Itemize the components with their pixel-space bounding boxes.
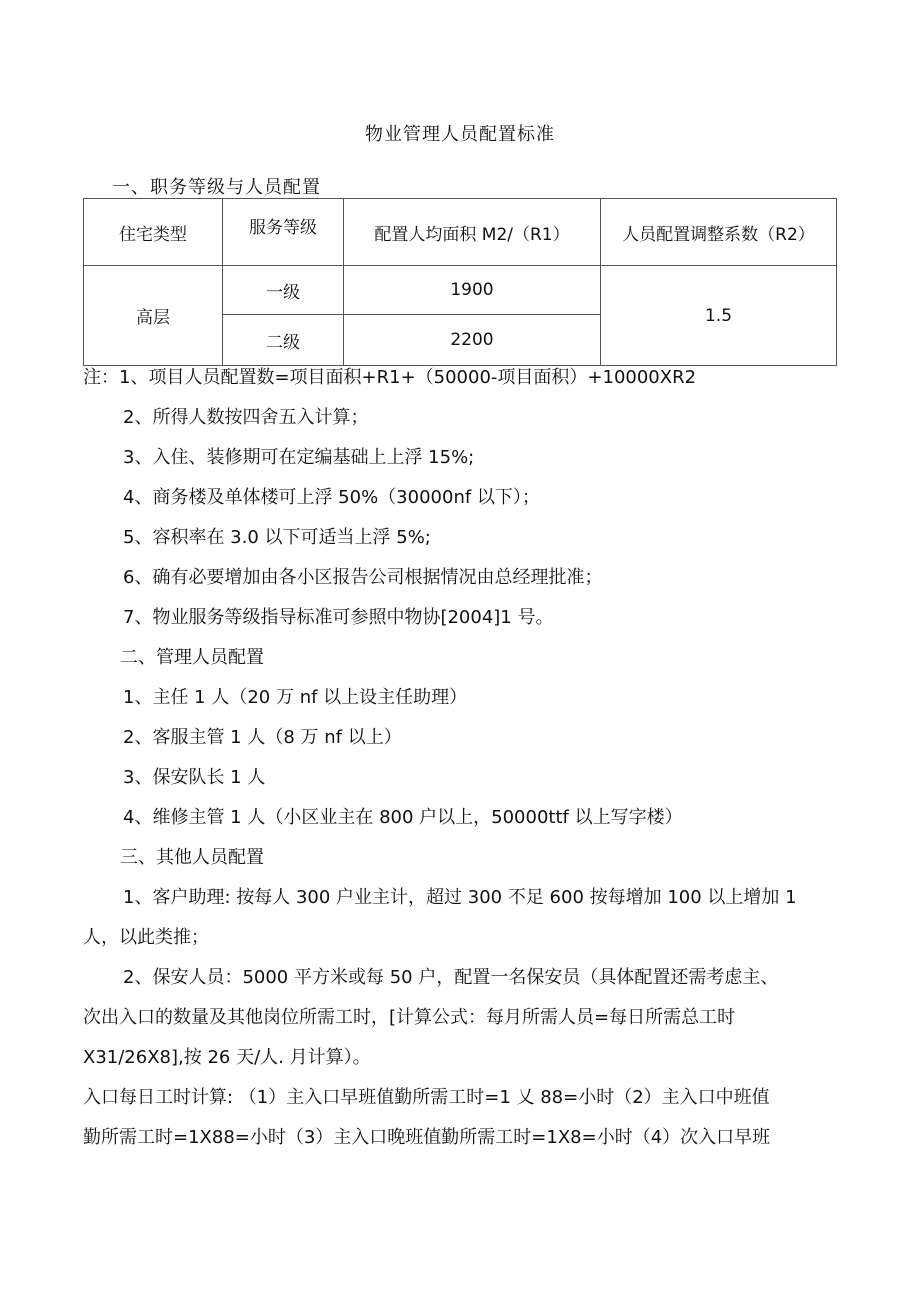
note-line: 7、物业服务等级指导标准可参照中物协[2004]1 号。 [123,607,554,628]
section-heading-1: 一、职务等级与人员配置 [112,177,321,198]
note-line: 2、所得人数按四舍五入计算； [123,407,369,428]
note-line: 3、入住、装修期可在定编基础上上浮 15%; [123,447,475,468]
note-line: 6、确有必要增加由各小区报告公司根据情况由总经理批准； [123,567,603,588]
staffing-table [83,198,837,366]
section-heading-2: 二、管理人员配置 [120,647,264,668]
paragraph-line: 2、保安人员：5000 平方米或每 50 户，配置一名保安员（具体配置还需考虑主、 [123,967,779,988]
service-level-cell: 二级 [223,315,344,366]
note-line: 4、商务楼及单体楼可上浮 50%（30000nf 以下）； [123,487,540,508]
table-header-cell: 人员配置调整系数（R2） [601,199,837,266]
table-row [84,266,837,315]
housing-type-cell: 高层 [84,266,223,366]
note-line: 注：1、项目人员配置数=项目面积+R1+（50000-项目面积）+10000XR2 [83,367,697,388]
paragraph-line: 次出入口的数量及其他岗位所需工时，[计算公式：每月所需人员=每日所需总工时 [83,1007,736,1028]
management-item: 3、保安队长 1 人 [123,767,266,788]
management-item: 1、主任 1 人（20 万 nf 以上设主任助理） [123,687,468,708]
paragraph-line: X31/26X8],按 26 天/人. 月计算）。 [83,1047,371,1068]
paragraph-line: 入口每日工时计算: （1）主入口早班值勤所需工时=1 乂 88=小时（2）主入口中班值 [83,1087,770,1108]
paragraph-line: 勤所需工时=1X88=小时（3）主入口晚班值勤所需工时=1X8=小时（4）次入口早班 [83,1127,771,1148]
area-cell: 1900 [344,266,601,315]
management-item: 2、客服主管 1 人（8 万 nf 以上） [123,727,402,748]
service-level-cell: 一级 [223,266,344,315]
section-heading-3: 三、其他人员配置 [120,847,264,868]
table-header-cell: 配置人均面积 M2/（R1） [344,199,601,266]
table-header-cell: 服务等级 [223,199,344,266]
management-item: 4、维修主管 1 人（小区业主在 800 户以上，50000ttf 以上写字楼） [123,807,683,828]
area-cell: 2200 [344,315,601,366]
note-line: 5、容积率在 3.0 以下可适当上浮 5%; [123,527,431,548]
paragraph-line: 人，以此类推； [83,927,209,948]
page-title: 物业管理人员配置标准 [365,124,555,145]
table-header-cell: 住宅类型 [84,199,223,266]
table-header-row [84,199,837,266]
paragraph-line: 1、客户助理: 按每人 300 户业主计，超过 300 不足 600 按每增加 100 以上增加 1 [123,887,797,908]
coefficient-cell: 1.5 [601,266,837,366]
